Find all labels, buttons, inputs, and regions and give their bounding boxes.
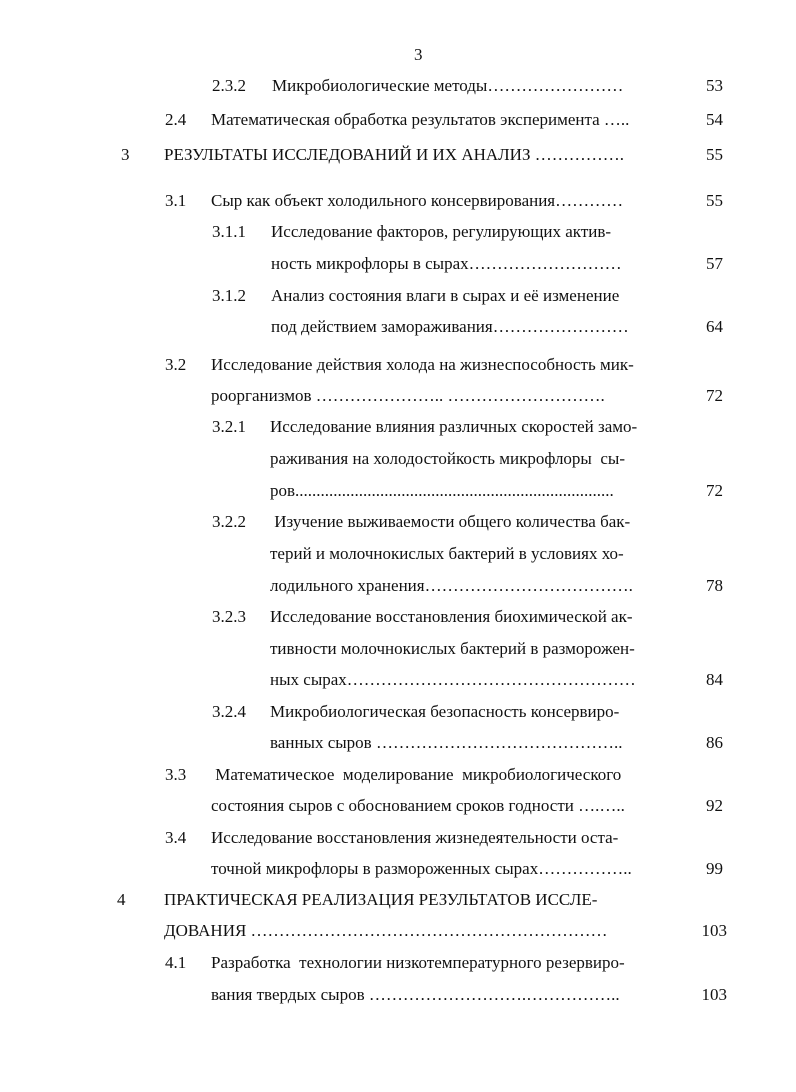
toc-page: 103 [701,985,727,1004]
toc-page: 72 [706,481,723,500]
toc-page: 55 [706,145,723,164]
toc-number: 3.2 [165,355,187,374]
toc-page: 99 [706,859,723,878]
toc-title: Исследование восстановления жизнедеятельности оста- [211,828,619,847]
toc-page: 55 [706,191,723,210]
toc-page: 103 [701,921,727,940]
toc-title: РЕЗУЛЬТАТЫ ИССЛЕДОВАНИЙ И ИХ АНАЛИЗ ……………. [164,145,624,164]
toc-title: Изучение выживаемости общего количества бак- [270,512,631,531]
toc-title: Математическая обработка результатов эксперимента ….. [211,110,630,129]
toc-title-continued: ность микрофлоры в сырах……………………… [271,254,622,273]
toc-title-continued: ных сырах…………………………………………… [270,670,636,689]
toc-page: 54 [706,110,723,129]
toc-number: 3.2.2 [212,512,246,531]
toc-number: 3.2.1 [212,417,246,436]
toc-title: Исследование действия холода на жизнеспособность мик- [211,355,634,374]
toc-number: 3.1 [165,191,187,210]
toc-title-continued: ров........................................................................... [270,481,614,500]
toc-title: Микробиологическая безопасность консервиро- [270,702,620,721]
toc-title-continued: лодильного хранения………………………………. [270,576,633,595]
toc-title-continued: ванных сыров …………………………………….. [270,733,623,752]
toc-page: 86 [706,733,723,752]
toc-page: 53 [706,76,723,95]
page-number: 3 [414,45,423,64]
toc-title: Микробиологические методы…………………… [272,76,624,95]
toc-title-continued: точной микрофлоры в размороженных сырах…………….. [211,859,632,878]
toc-page: 78 [706,576,723,595]
toc-page: 64 [706,317,723,336]
toc-number: 4.1 [165,953,187,972]
toc-title-continued: состояния сыров с обоснованием сроков годности ….….. [211,796,625,815]
toc-number: 3.1.2 [212,286,246,305]
toc-title-continued: раживания на холодостойкость микрофлоры сы- [270,449,625,468]
toc-number: 3.4 [165,828,187,847]
toc-title: Математическое моделирование микробиологического [211,765,622,784]
toc-title-continued: под действием замораживания…………………… [271,317,629,336]
toc-title-continued: ДОВАНИЯ ……………………………………………………… [164,921,608,940]
toc-number: 3.2.3 [212,607,246,626]
toc-title-continued: роорганизмов ………………….. ………………………. [211,386,605,405]
toc-number: 3.2.4 [212,702,246,721]
toc-number: 2.3.2 [212,76,246,95]
toc-title: Исследование факторов, регулирующих актив- [271,222,612,241]
toc-number: 3 [121,145,130,164]
toc-page: 84 [706,670,723,689]
toc-title-continued: тивности молочнокислых бактерий в разморожен- [270,639,635,658]
toc-number: 4 [117,890,126,909]
toc-title: Сыр как объект холодильного консервирования………… [211,191,624,210]
toc-title: Исследование влияния различных скоростей замо- [270,417,638,436]
toc-page: 92 [706,796,723,815]
toc-title-continued: терий и молочнокислых бактерий в условиях хо- [270,544,624,563]
toc-title-continued: вания твердых сыров ……………………….…………….. [211,985,620,1004]
toc-title: Анализ состояния влаги в сырах и её изменение [271,286,620,305]
toc-title: Разработка технологии низкотемпературного резервиро- [211,953,625,972]
toc-page: 57 [706,254,723,273]
toc-title: Исследование восстановления биохимической ак- [270,607,633,626]
toc-title: ПРАКТИЧЕСКАЯ РЕАЛИЗАЦИЯ РЕЗУЛЬТАТОВ ИССЛЕ- [164,890,598,909]
toc-number: 2.4 [165,110,187,129]
toc-number: 3.1.1 [212,222,246,241]
toc-page: 72 [706,386,723,405]
toc-number: 3.3 [165,765,187,784]
